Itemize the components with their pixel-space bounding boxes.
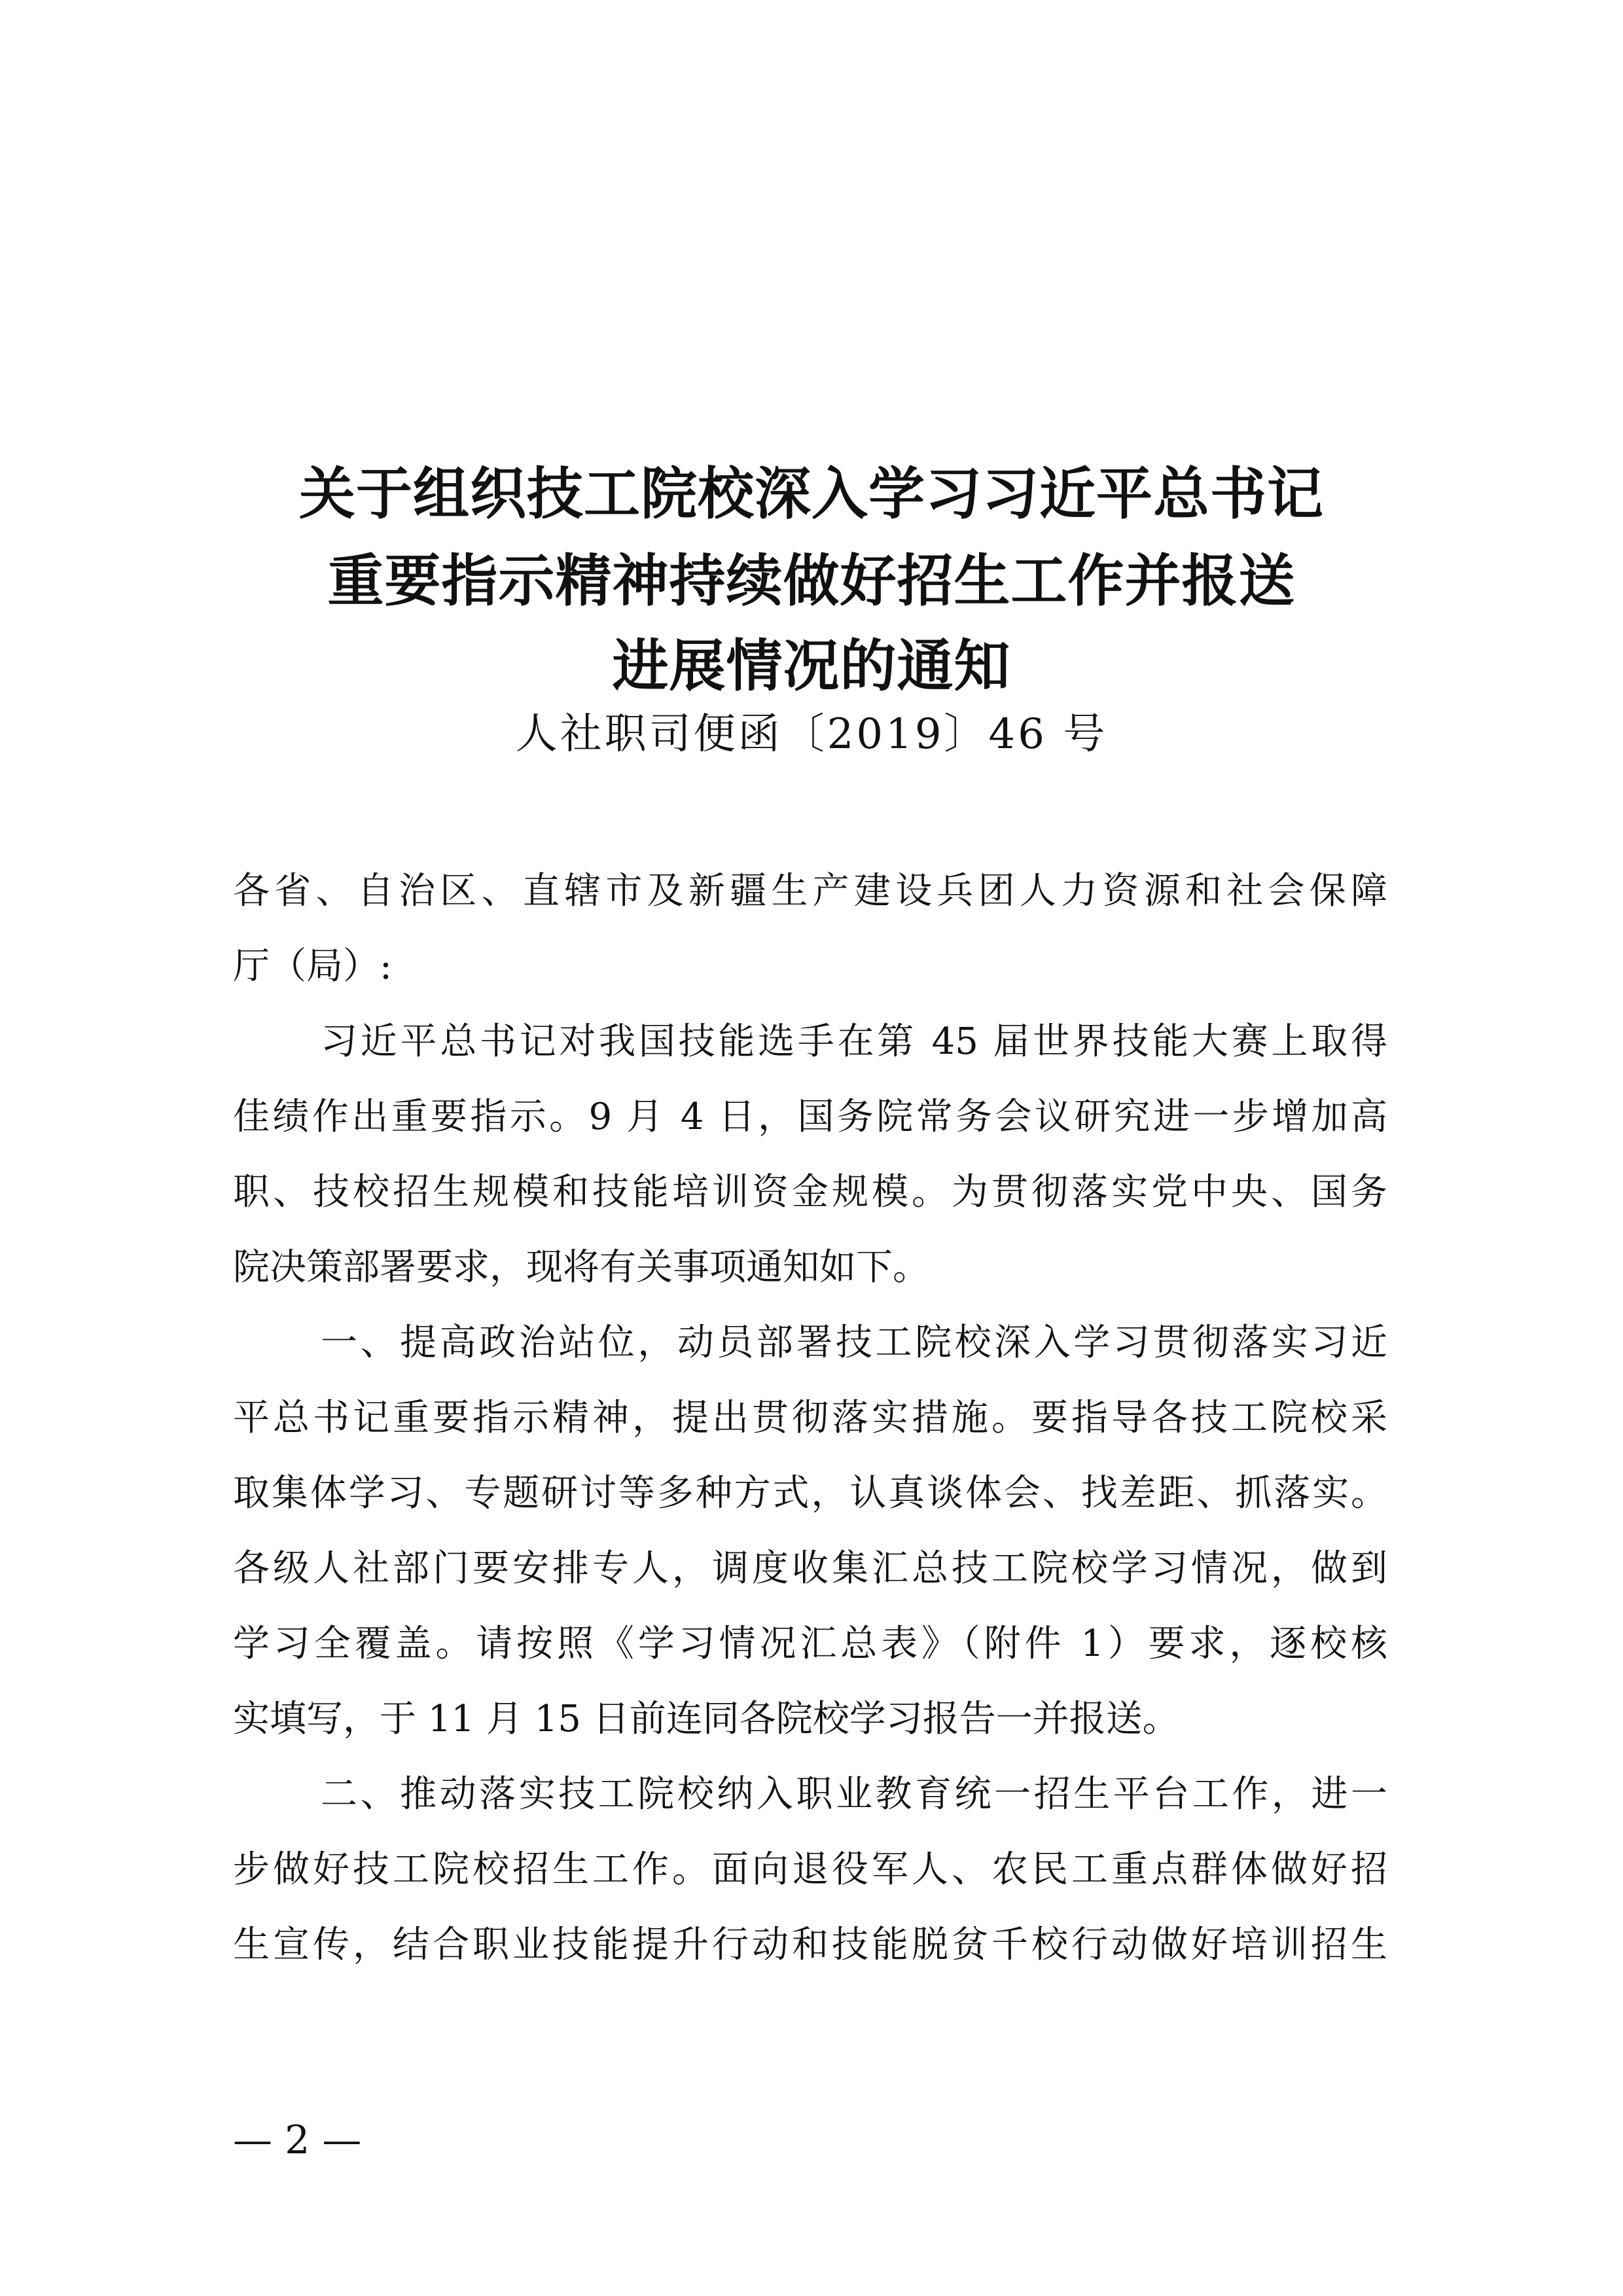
document-title-line-2: 重要指示精神持续做好招生工作并报送 [327,548,1296,614]
paragraph-line: 习近平总书记对我国技能选手在第 45 届世界技能大赛上取得 [321,1020,1387,1063]
page-number: — 2 — [233,2117,362,2163]
paragraph-line: 学习全覆盖。请按照《学习情况汇总表》（附件 1）要求，逐校核 [233,1623,1387,1665]
document-number: 人社职司便函〔2019〕46 号 [515,710,1108,759]
paragraph-line: 步做好技工院校招生工作。面向退役军人、农民工重点群体做好招 [233,1848,1387,1891]
document-title-line-1: 关于组织技工院校深入学习习近平总书记 [299,461,1324,527]
salutation-line: 厅（局）: [233,945,392,988]
document-title-line-3: 进展情况的通知 [612,634,1011,699]
paragraph-line: 院决策部署要求，现将有关事项通知如下。 [233,1246,929,1289]
paragraph-line: 职、技校招生规模和技能培训资金规模。为贯彻落实党中央、国务 [233,1171,1387,1213]
paragraph-line: 各级人社部门要安排专人，调度收集汇总技工院校学习情况，做到 [233,1547,1387,1590]
paragraph-line: 平总书记重要指示精神，提出贯彻落实措施。要指导各技工院校采 [233,1397,1387,1439]
paragraph-line: 一、提高政治站位，动员部署技工院校深入学习贯彻落实习近 [321,1321,1387,1364]
paragraph-line: 实填写，于 11 月 15 日前连同各院校学习报告一并报送。 [233,1698,1179,1740]
paragraph-line: 佳绩作出重要指示。9 月 4 日，国务院常务会议研究进一步增加高 [233,1096,1387,1138]
salutation-line: 各省、自治区、直辖市及新疆生产建设兵团人力资源和社会保障 [233,870,1387,912]
paragraph-line: 生宣传，结合职业技能提升行动和技能脱贫千校行动做好培训招生 [233,1924,1387,1966]
paragraph-line: 取集体学习、专题研讨等多种方式，认真谈体会、找差距、抓落实。 [233,1472,1387,1515]
paragraph-line: 二、推动落实技工院校纳入职业教育统一招生平台工作，进一 [321,1773,1387,1816]
